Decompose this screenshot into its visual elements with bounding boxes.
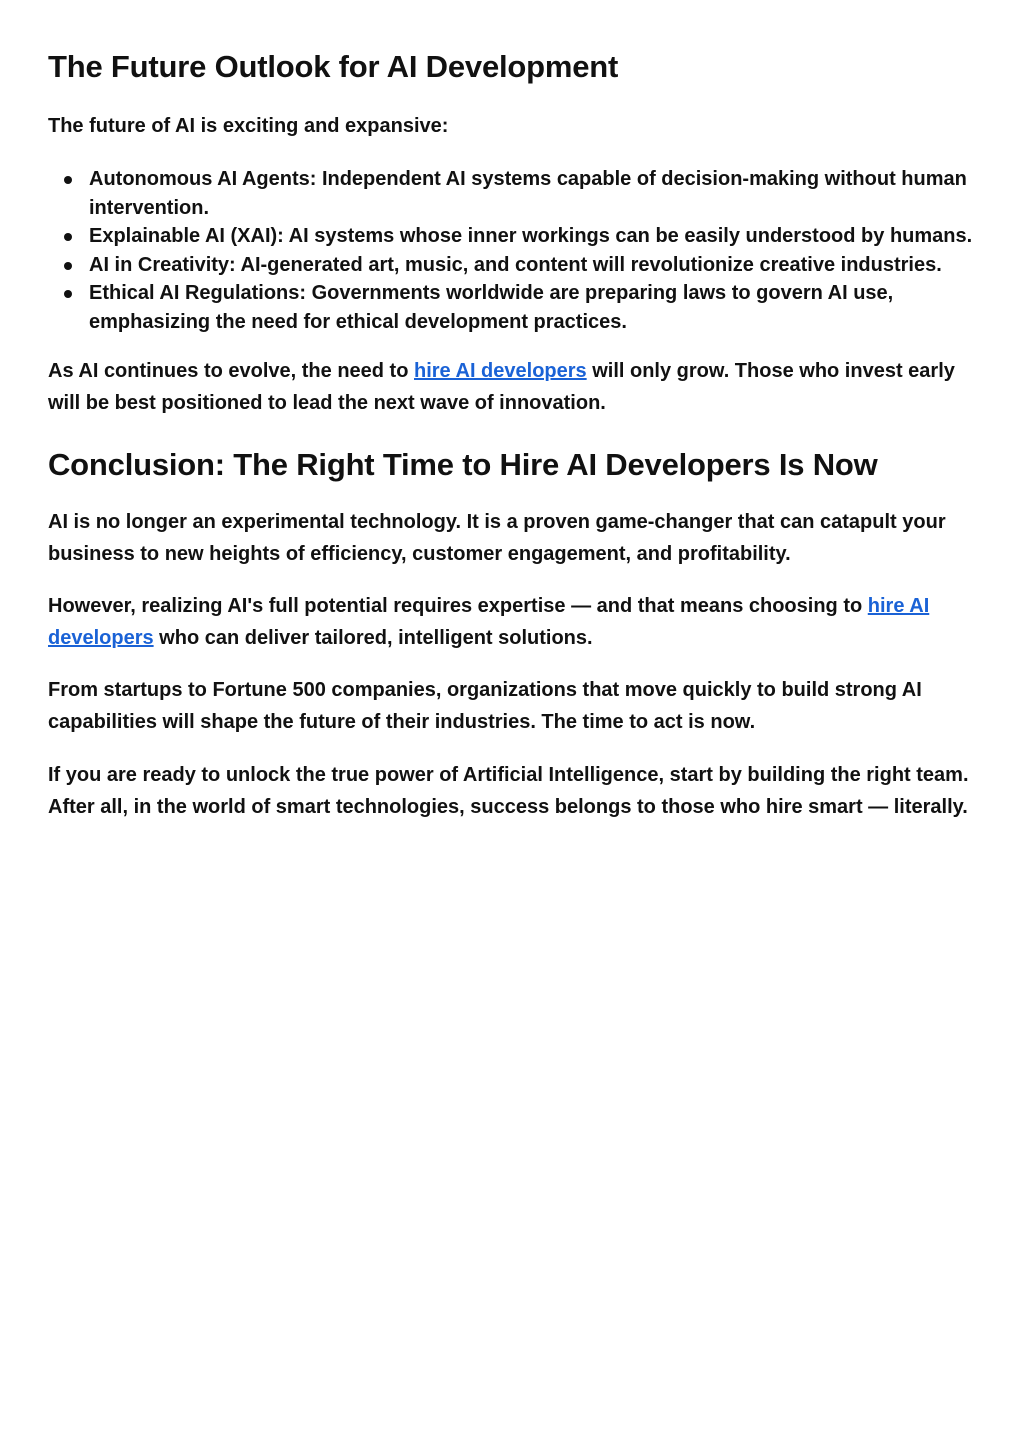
hire-ai-developers-link[interactable]: hire AI developers [414,360,587,382]
expertise-text-after: who can deliver tailored, intelligent solutions. [153,627,593,649]
evolve-paragraph [48,355,976,419]
outlook-bullet-list [48,165,976,336]
intro-paragraph: The future of AI is exciting and expansive: [48,115,449,137]
evolve-text-after: will only grow. Those who invest early will be best positioned to lead the next wave of innovation. [48,360,955,414]
startups-paragraph: From startups to Fortune 500 companies, organizations that move quickly to build strong AI capabilities will shape the future of their industries. The time to act is now. [48,679,922,733]
evolve-text-before: As AI continues to evolve, the need to [48,360,414,382]
heading-future-outlook: The Future Outlook for AI Development [48,49,619,84]
bullet-explainable-ai: Explainable AI (XAI): AI systems whose inner workings can be easily understood by humans. [48,222,976,251]
game-changer-paragraph: AI is no longer an experimental technology. It is a proven game-changer that can catapult your business to new heights of efficiency, customer engagement, and profitability. [48,511,946,565]
bullet-ethical-regulations: Ethical AI Regulations: Governments worldwide are preparing laws to govern AI use, emphasizing the need for ethical development practices. [48,279,976,336]
bullet-ai-creativity: AI in Creativity: AI-generated art, music, and content will revolutionize creative industries. [48,251,976,280]
expertise-paragraph [48,590,976,654]
ready-paragraph: If you are ready to unlock the true power of Artificial Intelligence, start by building the right team. After all, in the world of smart technologies, success belongs to those who hire smart — literally. [48,764,969,818]
expertise-text-before: However, realizing AI's full potential requires expertise — and that means choosing to [48,595,868,617]
hire-ai-developers-link-2[interactable]: hire AI developers [48,595,930,649]
bullet-autonomous-agents: Autonomous AI Agents: Independent AI systems capable of decision-making without human intervention. [48,165,976,222]
heading-conclusion: Conclusion: The Right Time to Hire AI Developers Is Now [48,447,878,482]
